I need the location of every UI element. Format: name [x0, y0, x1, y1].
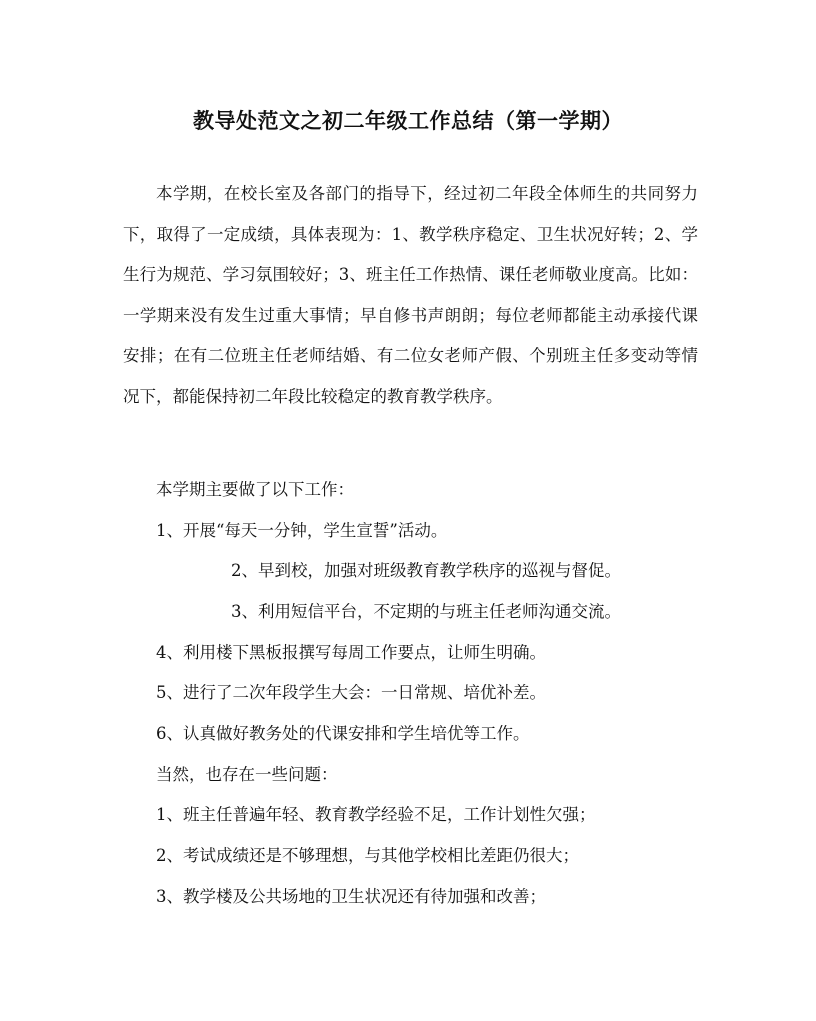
intro-paragraph: 本学期，在校长室及各部门的指导下，经过初二年段全体师生的共同努力下，取得了一定成绩，具体表现为：1、教学秩序稳定、卫生状况好转；2、学生行为规范、学习氛围较好；3、班主任工作热情、课任老师敬业度高。比如：一学期来没有发生过重大事情；早自修书声朗朗；每位老师都能主动承接代课安排；在有二位班主任老师结婚、有二位女老师产假、个别班主任多变动等情况下，都能保持初二年段比较稳定的教育教学秩序。 [123, 184, 698, 406]
work-item: 2、早到校，加强对班级教育教学秩序的巡视与督促。 [231, 561, 621, 580]
work-item: 6、认真做好教务处的代课安排和学生培优等工作。 [156, 724, 530, 743]
problem-item: 2、考试成绩还是不够理想，与其他学校相比差距仍很大； [156, 846, 579, 865]
work-item: 1、开展“每天一分钟，学生宣誓”活动。 [156, 521, 448, 540]
work-item: 3、利用短信平台，不定期的与班主任老师沟通交流。 [231, 602, 621, 621]
problem-item: 1、班主任普遍年轻、教育教学经验不足，工作计划性欠强； [156, 805, 596, 824]
document-title: 教导处范文之初二年级工作总结（第一学期） [193, 108, 623, 133]
problems-intro: 当然，也存在一些问题： [156, 765, 338, 784]
work-item: 4、利用楼下黑板报撰写每周工作要点，让师生明确。 [156, 643, 546, 662]
work-intro: 本学期主要做了以下工作： [156, 480, 354, 499]
work-item: 5、进行了二次年段学生大会：一日常规、培优补差。 [156, 683, 546, 702]
problem-item: 3、教学楼及公共场地的卫生状况还有待加强和改善； [156, 887, 546, 906]
